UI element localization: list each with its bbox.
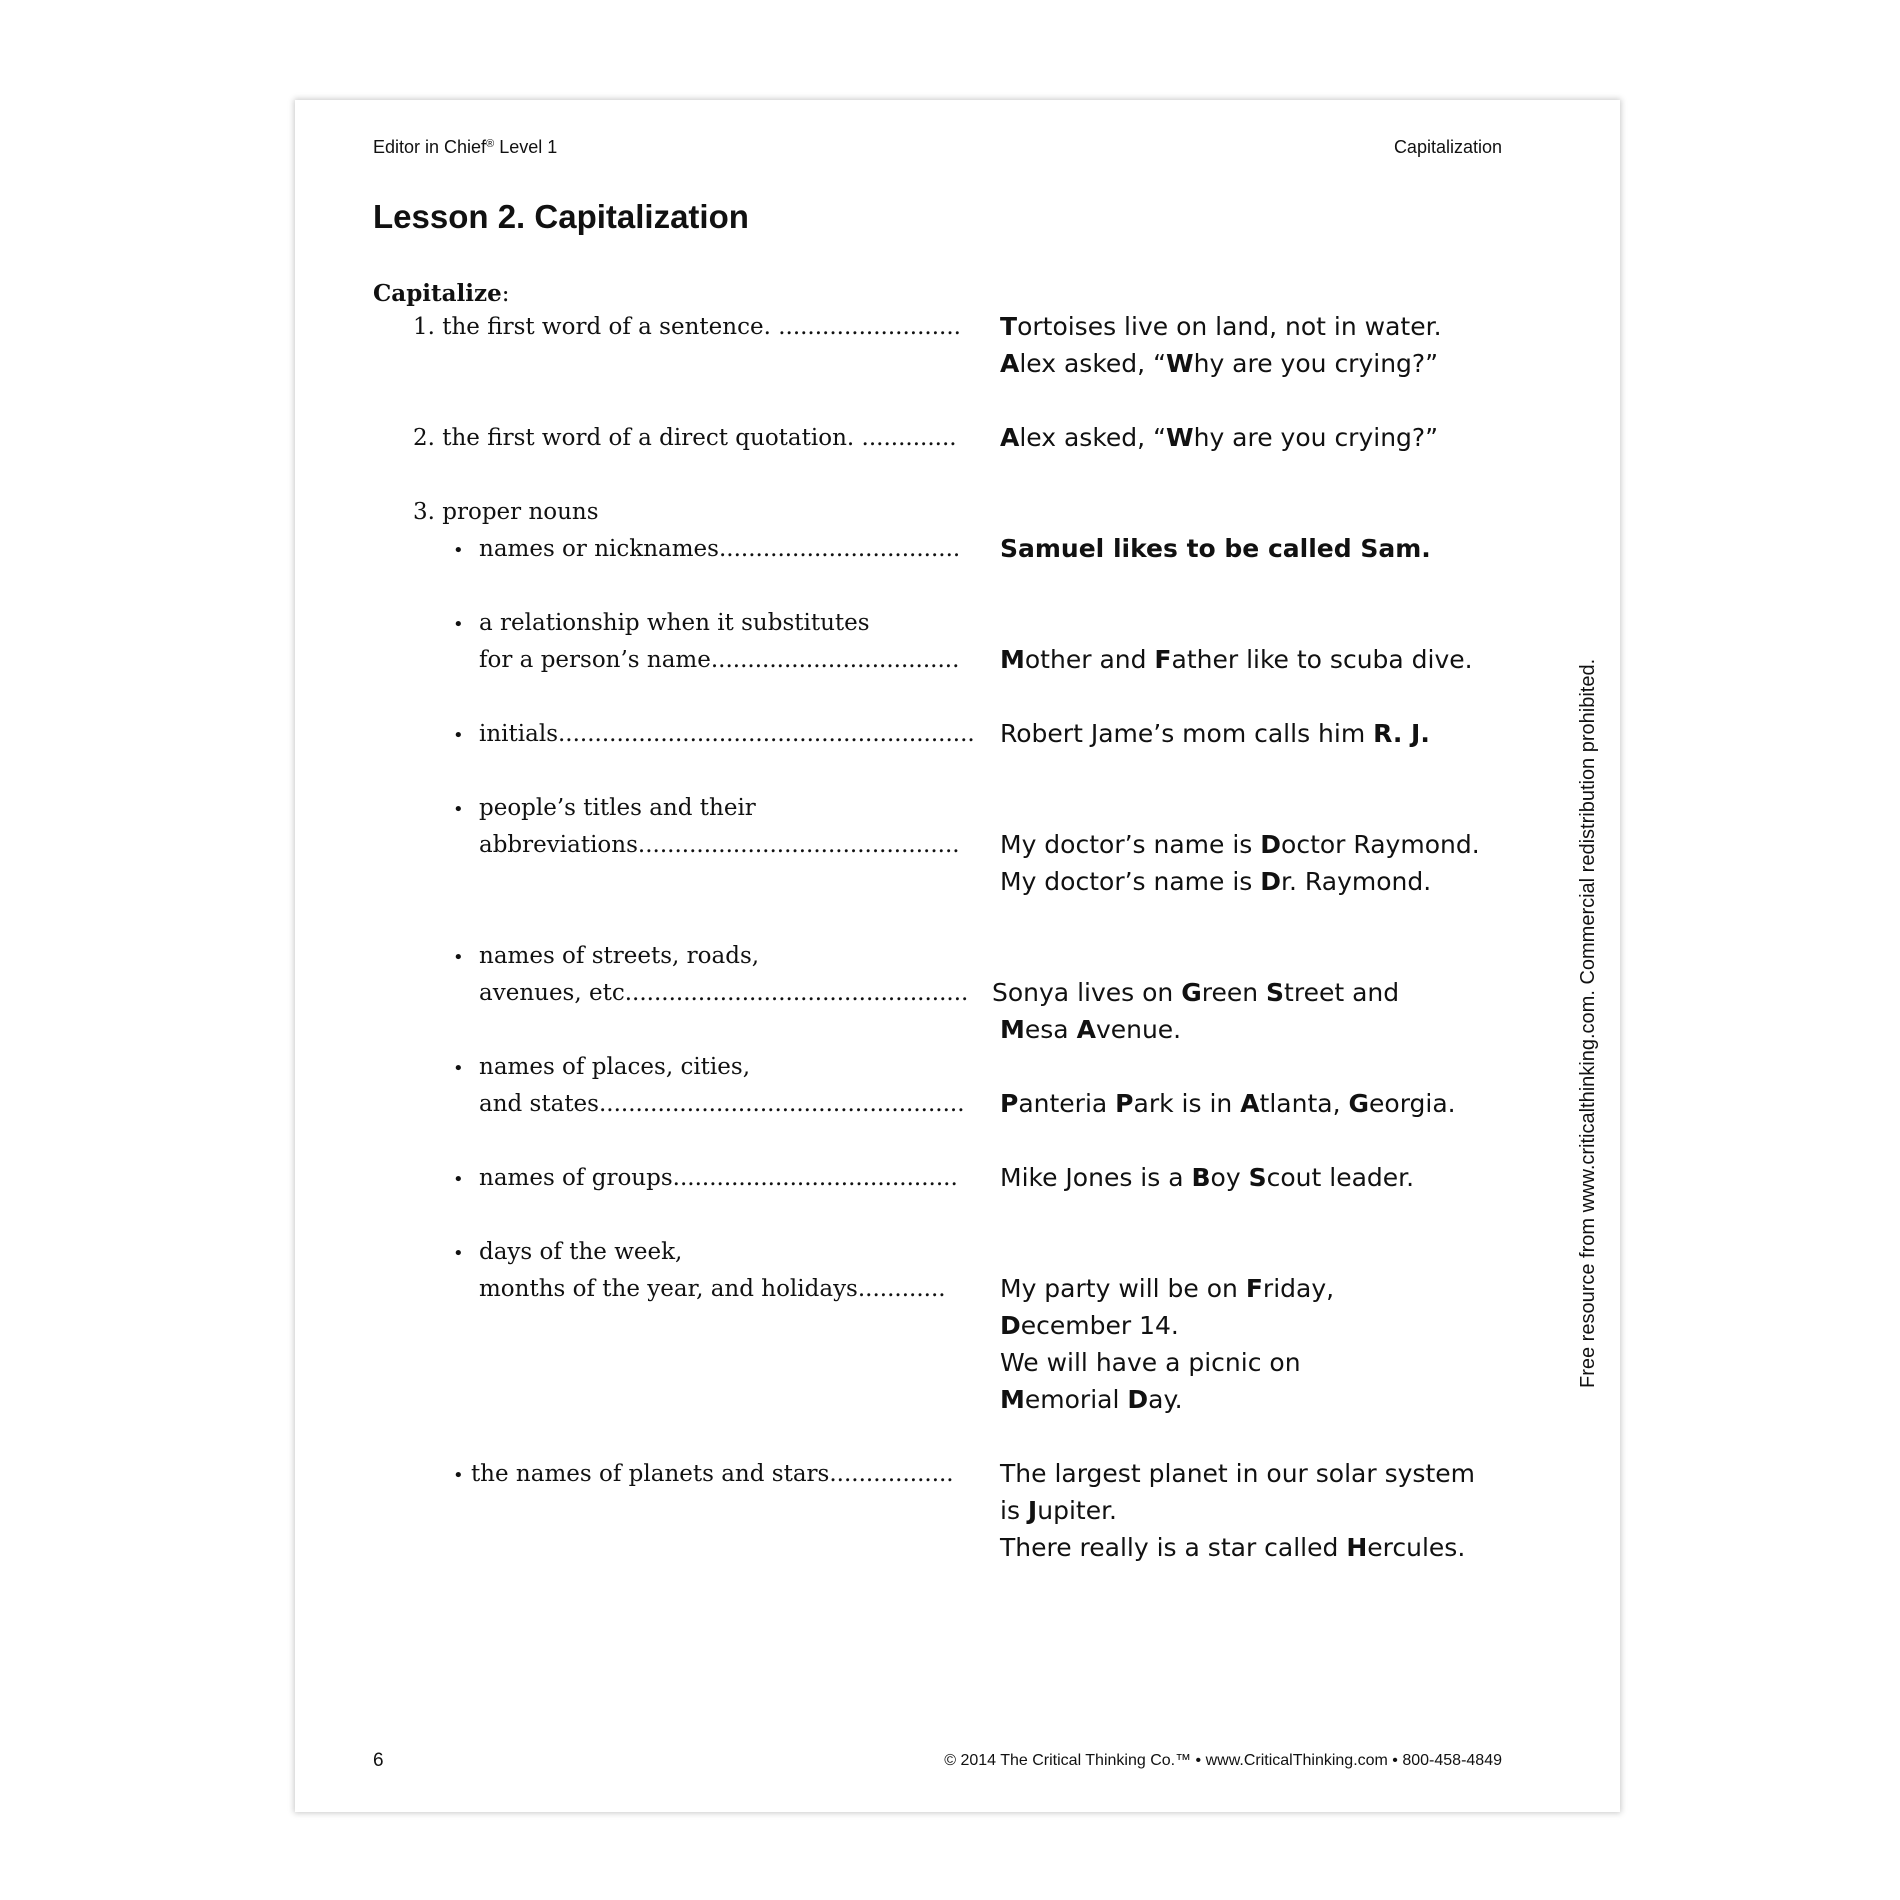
- bullet-streets-cont: avenues, etc...............................................: [479, 980, 969, 1006]
- copyright-line: © 2014 The Critical Thinking Co.™ • www.CriticalThinking.com • 800-458-4849: [944, 1752, 1502, 1769]
- bullet-groups: • names of groups.......................................: [453, 1163, 958, 1195]
- example-10c: We will have a picnic on: [1000, 1348, 1301, 1377]
- bullet-titles-cont: abbreviations............................................: [479, 832, 960, 858]
- bullet-planets: • the names of planets and stars.................: [453, 1461, 954, 1487]
- bullet-mark: •: [453, 1169, 464, 1190]
- header-book-title: [373, 137, 557, 158]
- example-7b: Mesa Avenue.: [1000, 1015, 1182, 1044]
- bullet-mark: •: [453, 1058, 464, 1079]
- bullet-mark: •: [453, 614, 464, 635]
- example-2: Alex asked, “Why are you crying?”: [1000, 423, 1439, 452]
- bullet-days: • days of the week,: [453, 1237, 682, 1269]
- example-5: Robert Jame’s mom calls him R. J.: [1000, 719, 1430, 748]
- bullet-mark: •: [453, 799, 464, 820]
- bullet-titles: • people’s titles and their: [453, 793, 756, 825]
- example-1a: Tortoises live on land, not in water.: [1000, 312, 1442, 341]
- page-number: 6: [373, 1750, 384, 1771]
- bullet-mark: •: [453, 1465, 464, 1486]
- bullet-mark: •: [453, 1243, 464, 1264]
- example-11a: The largest planet in our solar system: [1000, 1459, 1475, 1488]
- redistribution-note: Free resource from www.criticalthinking.com. Commercial redistribution prohibited.: [1577, 658, 1599, 1388]
- bullet-places-cont: and states..................................................: [479, 1091, 965, 1117]
- bullet-names: • names or nicknames.................................: [453, 534, 960, 566]
- bullet-streets: • names of streets, roads,: [453, 941, 759, 973]
- worksheet-page: [295, 100, 1620, 1812]
- lesson-title: Lesson 2. Capitalization: [373, 198, 749, 235]
- capitalize-word: Capitalize: [373, 280, 502, 307]
- header-book-name: Editor in Chief: [373, 137, 487, 157]
- example-10b: December 14.: [1000, 1311, 1179, 1340]
- rule-3: 3. proper nouns: [413, 499, 599, 525]
- registered-mark: ®: [486, 138, 495, 150]
- bullet-relationship-cont: for a person’s name..................................: [479, 647, 960, 673]
- example-11c: There really is a star called Hercules.: [1000, 1533, 1466, 1562]
- example-6a: My doctor’s name is Doctor Raymond.: [1000, 830, 1480, 859]
- example-1b: Alex asked, “Why are you crying?”: [1000, 349, 1439, 378]
- header-section: Capitalization: [1393, 137, 1502, 157]
- example-10a: My party will be on Friday,: [1000, 1274, 1335, 1303]
- rule-1: 1. the first word of a sentence. .........................: [413, 314, 961, 340]
- bullet-mark: •: [453, 725, 464, 746]
- bullet-days-cont: months of the year, and holidays............: [479, 1276, 946, 1302]
- bullet-relationship: • a relationship when it substitutes: [453, 608, 870, 640]
- rule-2: 2. the first word of a direct quotation. .............: [413, 425, 957, 451]
- bullet-mark: •: [453, 947, 464, 968]
- capitalize-label: [373, 280, 509, 307]
- example-3: Samuel likes to be called Sam.: [1000, 534, 1431, 563]
- example-11b: is Jupiter.: [1000, 1496, 1118, 1525]
- example-6b: My doctor’s name is Dr. Raymond.: [1000, 867, 1432, 896]
- capitalize-colon: :: [501, 281, 510, 307]
- example-10d: Memorial Day.: [1000, 1385, 1183, 1414]
- example-9: Mike Jones is a Boy Scout leader.: [1000, 1163, 1415, 1192]
- header-level: Level 1: [499, 137, 558, 157]
- example-7a: Sonya lives on Green Street and: [992, 978, 1400, 1007]
- example-8: Panteria Park is in Atlanta, Georgia.: [1000, 1089, 1456, 1118]
- bullet-initials: • initials.........................................................: [453, 719, 975, 751]
- bullet-places: • names of places, cities,: [453, 1052, 750, 1084]
- example-4: Mother and Father like to scuba dive.: [1000, 645, 1473, 674]
- bullet-mark: •: [453, 540, 464, 561]
